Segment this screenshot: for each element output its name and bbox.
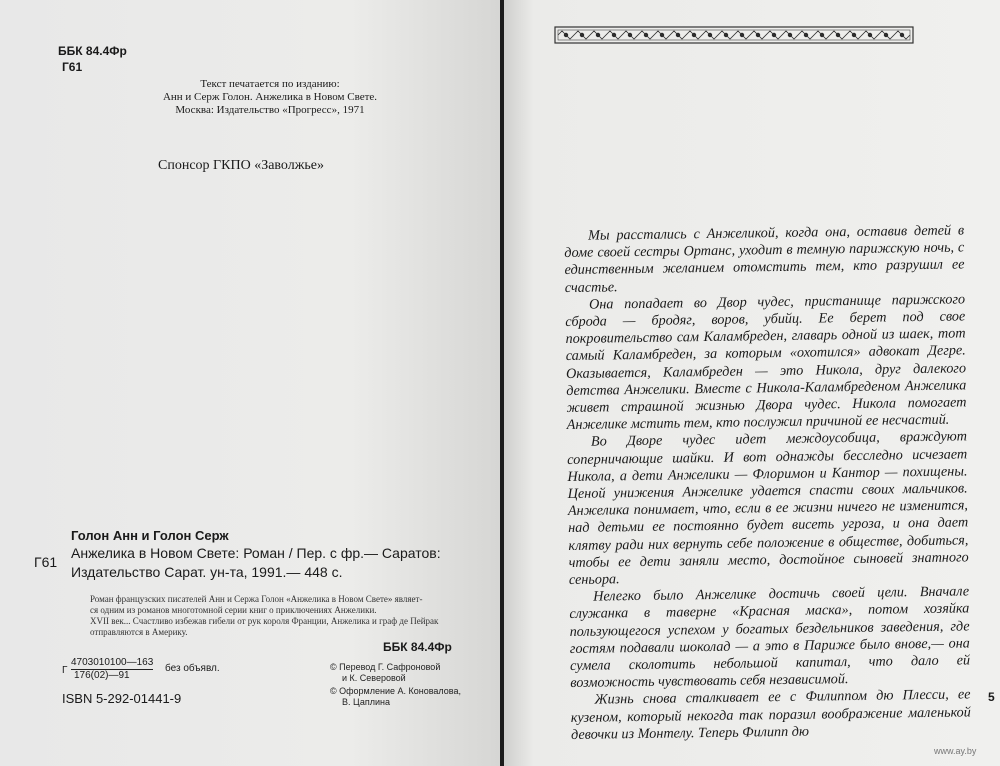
credit-line: и К. Северовой bbox=[342, 673, 406, 683]
page-number: 5 bbox=[988, 690, 995, 704]
abstract-line: Роман французских писателей Анн и Сержа Голон «Анжелика в Новом Свете» являет- bbox=[90, 594, 423, 604]
right-page bbox=[504, 0, 1000, 766]
abstract-line: XVII век... Счастливо избежав гибели от рук короля Франции, Анжелика и граф де Пейрак bbox=[90, 616, 439, 626]
ornament-border bbox=[554, 24, 914, 46]
paragraph: Жизнь снова сталкивает ее с Филиппом дю Плесси, ее кузеном, который некогда так поразил воображение маленькой девочки из Монтелу. Теперь Филипп дю bbox=[570, 686, 971, 743]
authors-heading: Голон Анн и Голон Серж bbox=[71, 528, 229, 543]
credit-line: © Оформление А. Коновалова, bbox=[330, 686, 461, 696]
biblio-line: Издательство Сарат. ун-та, 1991.— 448 с. bbox=[71, 564, 343, 580]
bbk-code-bottom: ББК 84.4Фр bbox=[383, 640, 452, 654]
source-edition-note bbox=[120, 78, 420, 117]
sponsor-line: Спонсор ГКПО «Заволжье» bbox=[158, 158, 325, 173]
bbk-code-top: ББК 84.4Фр bbox=[58, 44, 127, 58]
paragraph: Она попадает во Двор чудес, пристанище парижского сброда — бродяг, воров, убийц. Ее берет под свое покровительство сам Каламбреден, главарь одной из шаек, тот самый Каламбреден, за которым «охотился» адвокат Дегре. Оказывается, Каламбреден — это Никола, друг далекого детства Анжелики. Вместе с Никола-Каламбреденом Анжелика живет страшной жизнью Двора чудес. Никола помогает Анжелике мстить тем, кто послужил причиной ее несчастий. bbox=[565, 291, 967, 434]
book-abstract bbox=[90, 594, 438, 638]
fraction-numerator: 4703010100—163 bbox=[71, 657, 154, 668]
paragraph: Мы расстались с Анжеликой, когда она, оставив детей в доме своей сестры Ортанс, уходит в темную парижскую ночь, с единственным желанием отомстить тем, кто разрушил ее счастье. bbox=[564, 222, 965, 296]
abstract-line: ся одним из романов многотомной серии книг о приключениях Анжелики. bbox=[90, 605, 377, 615]
paragraph: Нелегко было Анжелике достичь своей цели. Вначале служанка в таверне «Красная маска», потом хозяйка пользующегося успехом у богатых бездельников заведения, где гостям подавали шоколад — а это в Париже было внове,— она сумела сколотить небольшой капитал, что дало ей возможность чувствовать себя независимой. bbox=[569, 583, 971, 692]
fraction-prefix: Г bbox=[62, 665, 68, 676]
design-credits bbox=[330, 686, 461, 708]
catalog-code-top: Г61 bbox=[62, 60, 83, 74]
source-line: Текст печатается по изданию: bbox=[200, 78, 340, 90]
credit-line: © Перевод Г. Сафроновой bbox=[330, 662, 441, 672]
paragraph: Во Дворе чудес идет междоусобица, враждуют соперничающие шайки. И вот однажды бесследно исчезает Никола, а дети Анжелики — Флоримон и Кантор — похищены. Ценой унижения Анжелике удается спасти своих мальчиков. Анжелика понимает, что, если в ее жизни ничего не изменится, над детьми ее постоянно будет висеть угроза, и она дает клятву ради них вернуть себе положение в обществе, добиться, чтобы ее дети заняли место, достойное сыновей знатного сеньора. bbox=[567, 428, 969, 589]
source-line: Москва: Издательство «Прогресс», 1971 bbox=[175, 104, 365, 116]
watermark: www.ay.by bbox=[934, 746, 977, 756]
translation-credits bbox=[330, 662, 440, 684]
isbn: ISBN 5-292-01441-9 bbox=[62, 691, 182, 706]
source-line: Анн и Серж Голон. Анжелика в Новом Свете. bbox=[162, 91, 378, 103]
abstract-line: отправляются в Америку. bbox=[90, 627, 188, 637]
biblio-line: Анжелика в Новом Свете: Роман / Пер. с фр.— Саратов: bbox=[71, 545, 441, 561]
chapter-text bbox=[564, 222, 971, 744]
bibliographic-description bbox=[71, 544, 441, 582]
credit-line: В. Цаплина bbox=[342, 697, 390, 707]
fraction-suffix: без объявл. bbox=[165, 663, 220, 674]
fraction-denominator: 176(02)—91 bbox=[74, 670, 130, 681]
catalog-code-side: Г61 bbox=[34, 554, 58, 570]
